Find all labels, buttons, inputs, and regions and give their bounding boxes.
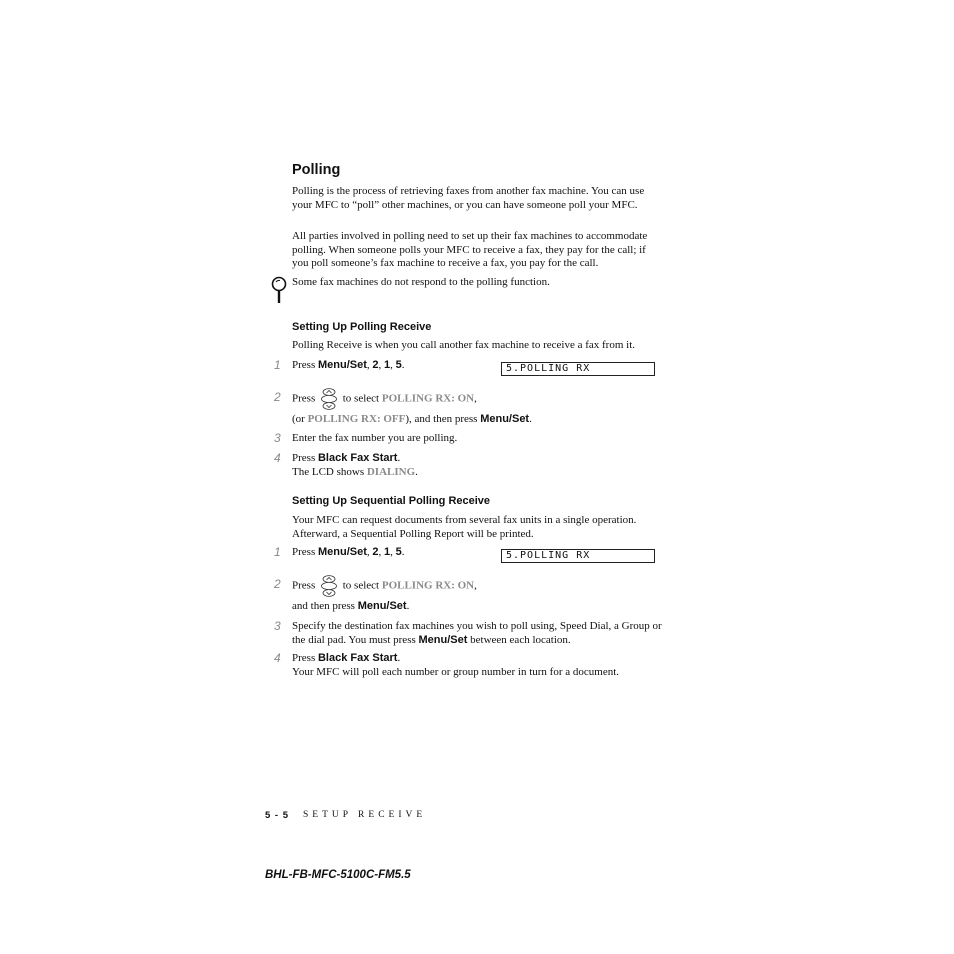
key-menu-set: Menu/Set	[418, 633, 468, 646]
punct: ,	[378, 546, 385, 558]
step-label: Specify the destination fax machines you wish to poll using, Speed Dial, a Group or the dial pad. You must press	[292, 620, 662, 646]
step-label: between each location.	[467, 633, 571, 646]
lcd-value-dialing: DIALING	[366, 465, 416, 478]
punct: ,	[474, 579, 477, 592]
punct: .	[415, 465, 418, 478]
key-1: 1	[384, 359, 391, 371]
step-text	[292, 575, 664, 597]
step-text	[292, 388, 664, 410]
step-number: 2	[274, 577, 281, 591]
lcd-display: 5.POLLING RX	[501, 362, 655, 376]
step-text	[292, 452, 664, 479]
key-menu-set: Menu/Set	[317, 546, 367, 558]
lcd-display: 5.POLLING RX	[501, 549, 655, 563]
step-label: Press	[292, 359, 318, 371]
punct: .	[397, 652, 401, 664]
step-number: 1	[274, 358, 281, 372]
punct: .	[529, 413, 532, 425]
punct: .	[406, 600, 410, 612]
step-text	[292, 652, 664, 679]
lcd-value-on: POLLING RX: ON	[381, 392, 475, 405]
step-label: Press	[292, 546, 318, 558]
step-text	[292, 620, 664, 647]
step-label: ), and then press	[405, 413, 481, 425]
note-text: Some fax machines do not respond to the polling function.	[292, 276, 550, 288]
lcd-value-on: POLLING RX: ON	[381, 579, 475, 592]
step-number: 4	[274, 651, 281, 665]
navigation-arrows-icon	[320, 575, 338, 597]
step-label: and then press	[292, 600, 358, 612]
punct: .	[401, 546, 405, 558]
intro-paragraph-1: Polling is the process of retrieving faxes from another fax machine. You can use your MFC to “poll” other machines, or you can have someone poll your MFC.	[292, 185, 645, 211]
page-title: Polling	[292, 162, 341, 178]
key-menu-set: Menu/Set	[480, 413, 530, 425]
step-label: Press	[292, 392, 316, 405]
document-code: BHL-FB-MFC-5100C-FM5.5	[265, 869, 411, 881]
key-5: 5	[395, 546, 402, 558]
punct: ,	[366, 546, 373, 558]
key-black-fax-start: Black Fax Start	[317, 652, 398, 664]
punct: ,	[366, 359, 373, 371]
punct: .	[401, 359, 405, 371]
section-description: Your MFC can request documents from several fax units in a single operation. Afterward, a Sequential Polling Report will be printed.	[292, 514, 637, 540]
lcd-value-off: POLLING RX: OFF	[307, 413, 406, 425]
step-text: Enter the fax number you are polling.	[292, 432, 458, 444]
punct: ,	[390, 546, 396, 558]
step-label: Press	[292, 452, 318, 464]
key-1: 1	[384, 546, 391, 558]
punct: .	[397, 452, 401, 464]
key-2: 2	[372, 546, 379, 558]
section-heading-sequential-polling: Setting Up Sequential Polling Receive	[292, 495, 491, 507]
key-5: 5	[395, 359, 402, 371]
step-label: (or	[292, 413, 308, 425]
step-label: Press	[292, 652, 318, 664]
step-label: Press	[292, 579, 316, 592]
key-menu-set: Menu/Set	[357, 600, 407, 612]
step-number: 4	[274, 451, 281, 465]
step-label: to select	[342, 579, 382, 592]
step-label: The LCD shows	[292, 465, 367, 478]
step-number: 2	[274, 390, 281, 404]
key-menu-set: Menu/Set	[317, 359, 367, 371]
punct: ,	[378, 359, 385, 371]
step-text-continued	[292, 413, 664, 427]
step-number: 1	[274, 545, 281, 559]
step-number: 3	[274, 431, 281, 445]
chapter-name: SETUP RECEIVE	[303, 810, 427, 820]
step-label: Your MFC will poll each number or group number in turn for a document.	[292, 665, 620, 678]
section-heading-polling-receive: Setting Up Polling Receive	[292, 321, 432, 333]
key-black-fax-start: Black Fax Start	[317, 452, 398, 464]
step-number: 3	[274, 619, 281, 633]
step-text-continued	[292, 600, 664, 614]
navigation-arrows-icon	[320, 388, 338, 410]
key-2: 2	[372, 359, 379, 371]
intro-paragraph-2: All parties involved in polling need to set up their fax machines to accommodate polling. When someone polls your MFC to receive a fax, they pay for the call; if you poll someone’s fax machine to receive a fax, you pay for the call.	[292, 230, 648, 269]
step-label: to select	[342, 392, 382, 405]
note-pin-icon	[271, 276, 287, 304]
page-number: 5 - 5	[265, 810, 290, 821]
section-description: Polling Receive is when you call another fax machine to receive a fax from it.	[292, 339, 636, 351]
punct: ,	[390, 359, 396, 371]
punct: ,	[474, 392, 477, 405]
